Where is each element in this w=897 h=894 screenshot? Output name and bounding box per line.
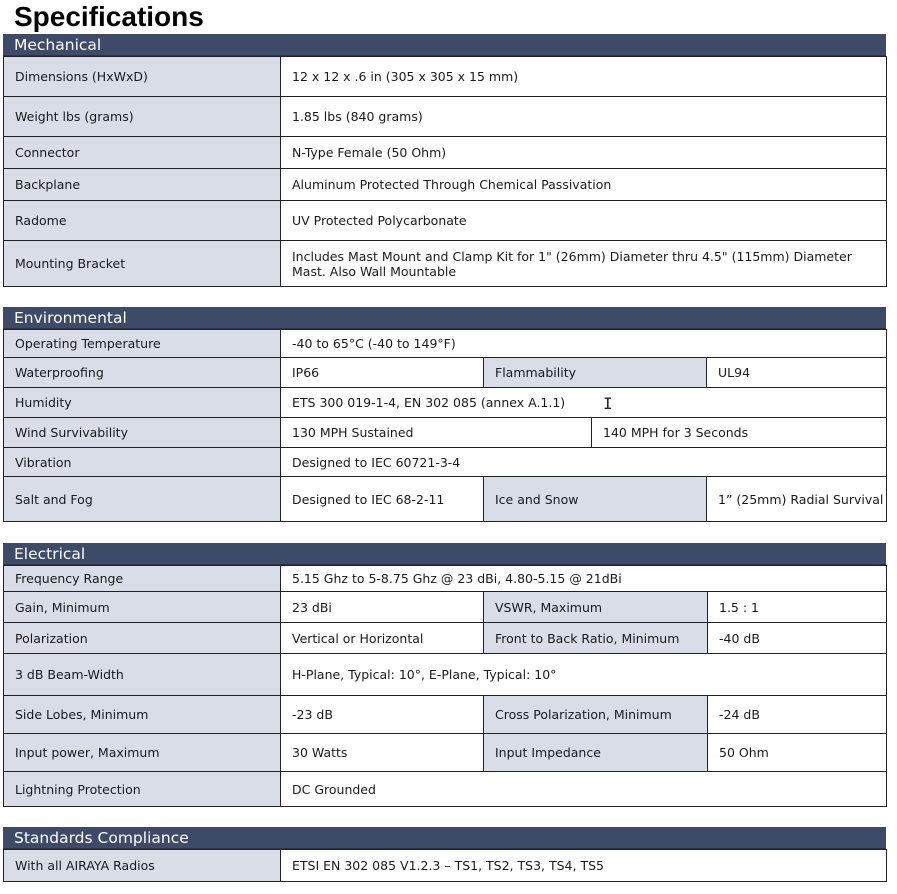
table-row <box>4 97 887 137</box>
table-row <box>4 358 887 388</box>
table-row <box>4 772 887 807</box>
table-row <box>4 241 887 287</box>
table-row <box>4 592 887 623</box>
row-sub-value: UL94 <box>707 358 887 388</box>
table-row <box>4 418 887 448</box>
row-value: -40 to 65°C (-40 to 149°F) <box>281 330 887 358</box>
row-value: Aluminum Protected Through Chemical Passivation <box>281 169 887 201</box>
row-sub-label: VSWR, Maximum <box>484 592 708 623</box>
row-label: Dimensions (HxWxD) <box>4 57 281 97</box>
table-row <box>4 169 887 201</box>
table-row <box>4 696 887 734</box>
row-value-secondary: 140 MPH for 3 Seconds <box>592 418 887 448</box>
row-value: -23 dB <box>281 696 484 734</box>
row-sub-label: Front to Back Ratio, Minimum <box>484 623 708 654</box>
row-sub-label: Input Impedance <box>484 734 708 772</box>
row-label: Weight lbs (grams) <box>4 97 281 137</box>
row-label: Connector <box>4 137 281 169</box>
row-value: 30 Watts <box>281 734 484 772</box>
row-label: With all AIRAYA Radios <box>4 850 281 882</box>
table-row <box>4 477 887 522</box>
environmental-table <box>3 329 887 522</box>
row-sub-value: 1” (25mm) Radial Survival <box>707 477 887 522</box>
table-row <box>4 623 887 654</box>
table-row <box>4 137 887 169</box>
row-sub-value: 50 Ohm <box>708 734 887 772</box>
row-value: Vertical or Horizontal <box>281 623 484 654</box>
row-label: 3 dB Beam-Width <box>4 654 281 696</box>
row-value: H-Plane, Typical: 10°, E-Plane, Typical: 10° <box>281 654 887 696</box>
row-value: DC Grounded <box>281 772 887 807</box>
row-label: Polarization <box>4 623 281 654</box>
row-value: 1.85 lbs (840 grams) <box>281 97 887 137</box>
row-value: 5.15 Ghz to 5-8.75 Ghz @ 23 dBi, 4.80-5.15 @ 21dBi <box>281 566 887 592</box>
mechanical-table <box>3 56 887 287</box>
row-value: Designed to IEC 60721-3-4 <box>281 448 887 477</box>
section-electrical <box>3 543 886 807</box>
row-label: Side Lobes, Minimum <box>4 696 281 734</box>
row-value: 130 MPH Sustained <box>281 418 592 448</box>
table-row <box>4 654 887 696</box>
row-value: Includes Mast Mount and Clamp Kit for 1" (26mm) Diameter thru 4.5" (115mm) Diameter Mast. Also Wall Mountable <box>281 241 887 287</box>
table-row <box>4 330 887 358</box>
text-cursor-icon: I <box>603 394 613 413</box>
section-title-environmental: Environmental <box>3 307 886 329</box>
section-title-electrical: Electrical <box>3 543 886 565</box>
row-value: ETS 300 019-1-4, EN 302 085 (annex A.1.1) <box>281 388 887 418</box>
row-label: Backplane <box>4 169 281 201</box>
row-sub-label: Ice and Snow <box>484 477 707 522</box>
standards-table <box>3 849 887 882</box>
page-title: Specifications <box>14 1 204 32</box>
row-label: Lightning Protection <box>4 772 281 807</box>
row-label: Vibration <box>4 448 281 477</box>
row-sub-label: Flammability <box>484 358 707 388</box>
table-row <box>4 734 887 772</box>
row-label: Frequency Range <box>4 566 281 592</box>
table-row <box>4 57 887 97</box>
row-label: Radome <box>4 201 281 241</box>
row-label: Operating Temperature <box>4 330 281 358</box>
row-label: Waterproofing <box>4 358 281 388</box>
section-title-standards: Standards Compliance <box>3 827 886 849</box>
row-label: Input power, Maximum <box>4 734 281 772</box>
table-row <box>4 850 887 882</box>
section-title-mechanical: Mechanical <box>3 34 886 56</box>
section-environmental <box>3 307 886 522</box>
row-label: Salt and Fog <box>4 477 281 522</box>
table-row <box>4 448 887 477</box>
section-standards <box>3 827 886 882</box>
row-sub-label: Cross Polarization, Minimum <box>484 696 708 734</box>
row-value: 12 x 12 x .6 in (305 x 305 x 15 mm) <box>281 57 887 97</box>
row-value: 23 dBi <box>281 592 484 623</box>
row-value: N-Type Female (50 Ohm) <box>281 137 887 169</box>
row-value: ETSI EN 302 085 V1.2.3 – TS1, TS2, TS3, TS4, TS5 <box>281 850 887 882</box>
electrical-table <box>3 565 887 807</box>
row-label: Gain, Minimum <box>4 592 281 623</box>
table-row <box>4 201 887 241</box>
row-value: IP66 <box>281 358 484 388</box>
row-value: Designed to IEC 68-2-11 <box>281 477 484 522</box>
row-label: Humidity <box>4 388 281 418</box>
row-value: UV Protected Polycarbonate <box>281 201 887 241</box>
row-sub-value: 1.5 : 1 <box>708 592 887 623</box>
row-sub-value: -24 dB <box>708 696 887 734</box>
row-label: Wind Survivability <box>4 418 281 448</box>
row-label: Mounting Bracket <box>4 241 281 287</box>
row-sub-value: -40 dB <box>708 623 887 654</box>
table-row <box>4 388 887 418</box>
table-row <box>4 566 887 592</box>
section-mechanical <box>3 34 886 287</box>
